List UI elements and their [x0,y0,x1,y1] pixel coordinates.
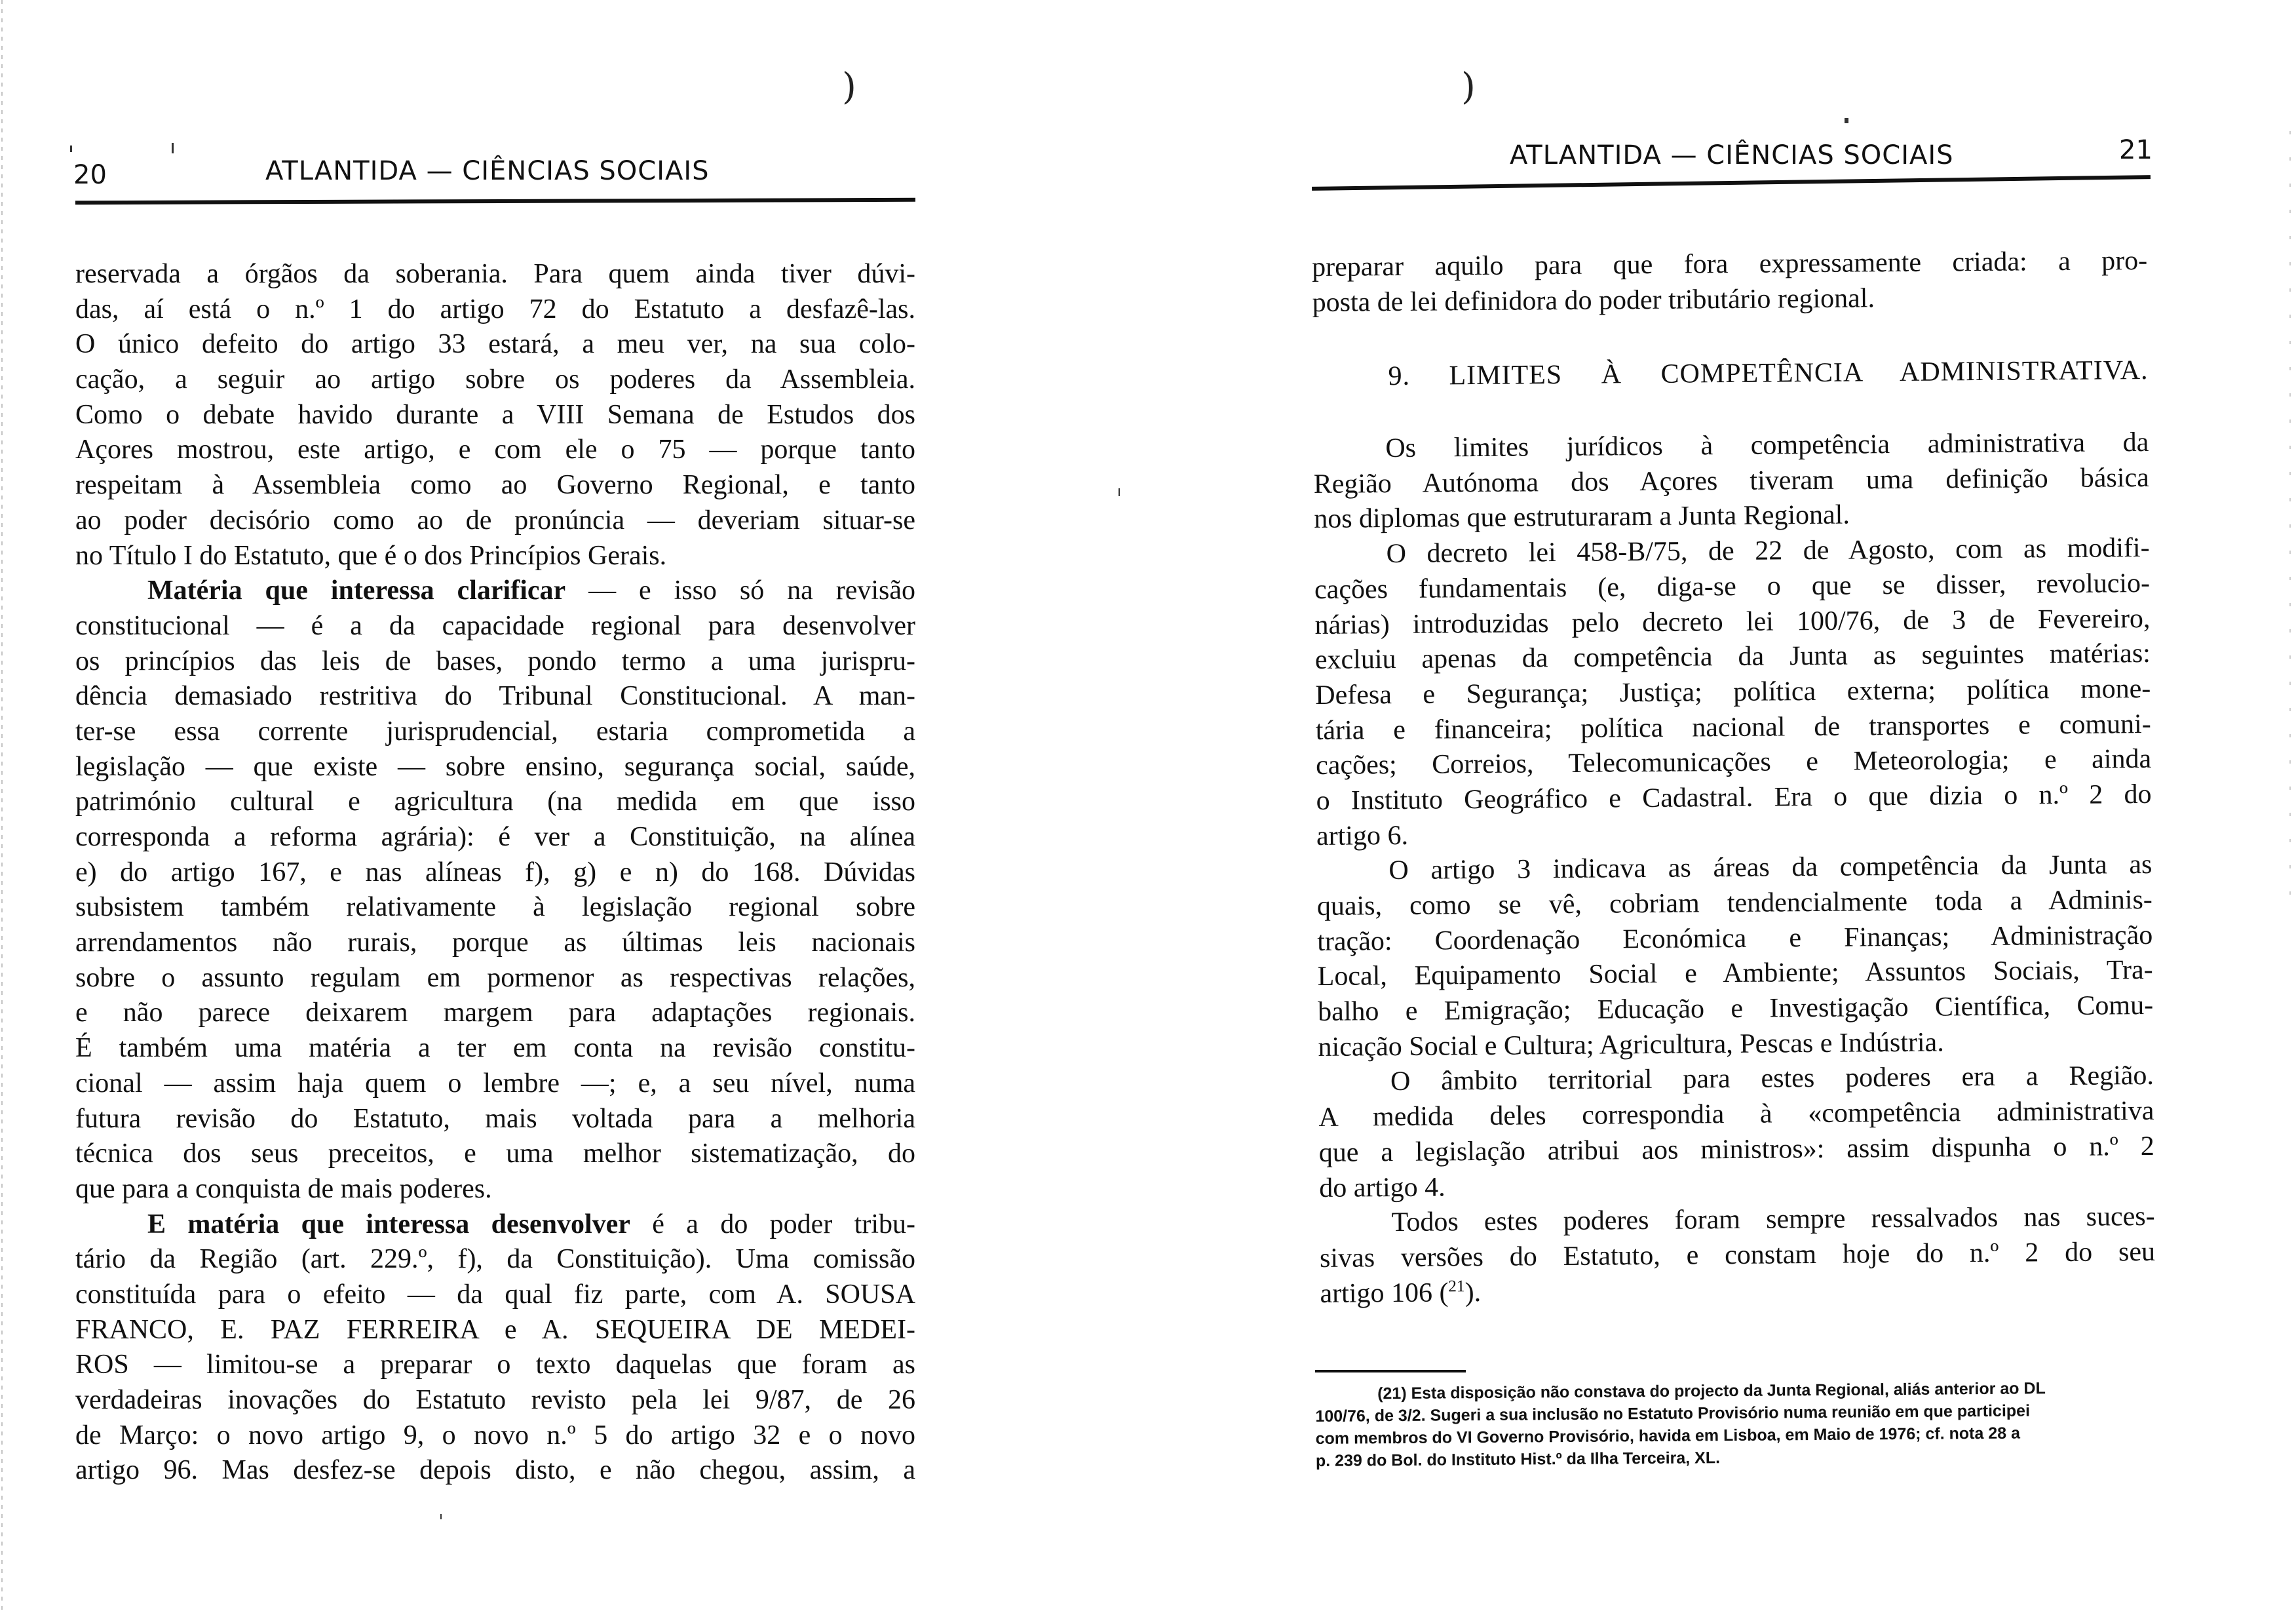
text-line: artigo 106 ($^{21}$). [1320,1277,1482,1309]
footnote-line: (21) Esta disposição não constava do projecto da Junta Regional, aliás anterior ao DL [1377,1379,2046,1403]
scan-speck [1845,118,1848,123]
text-line: no Título I do Estatuto, que é o dos Princípios Gerais. [75,540,667,571]
text-line: tária e financeira; política nacional de transportes e comuni- [1315,709,2151,746]
text-line: subsistem também relativamente à legislação regional sobre [75,892,915,923]
running-head: ATLANTIDA — CIÊNCIAS SOCIAIS [1510,140,1954,170]
text-line: nárias) introduzidas pelo decreto lei 100/76, de 3 de Fevereiro, [1314,603,2151,640]
text-line: futura revisão do Estatuto, mais voltada para a melhoria [75,1103,915,1134]
scan-speck [1119,488,1120,496]
text-line: artigo 6. [1316,820,1409,851]
text-line: cação, a seguir ao artigo sobre os poderes da Assembleia. [75,364,915,395]
right-page [1148,0,2296,1615]
footnote [1315,1378,2046,1472]
text-line: e não parece deixarem margem para adaptações regionais. [75,998,915,1028]
text-line: cional — assim haja quem o lembre —; e, a seu nível, numa [75,1068,915,1099]
text-line: sobre o assunto regulam em pormenor as respectivas relações, [75,962,915,993]
text-line: que a legislação atribui aos ministros»: assim dispunha o n.º 2 [1318,1131,2154,1168]
text-line: o Instituto Geográfico e Cadastral. Era o que dizia o n.º 2 do [1316,779,2152,816]
bold-lead-in: E matéria que interessa desenvolver [147,1209,630,1239]
text-line: O âmbito territorial para estes poderes era a Região. [1390,1060,2154,1097]
text-line: que para a conquista de mais poderes. [75,1173,492,1204]
text-line: balho e Emigração; Educação e Investigação Científica, Comu- [1317,990,2154,1028]
bold-lead-in: Matéria que interessa clarificar [147,575,566,606]
text-line: Matéria que interessa clarificar — e isso só na revisão [147,575,915,606]
text-line: FRANCO, E. PAZ FERREIRA e A. SEQUEIRA DE MEDEI- [75,1314,915,1345]
scan-speck [70,146,72,152]
left-body-text [75,257,915,1489]
text-line: constitucional — é a da capacidade regional para desenvolver [75,610,915,641]
text-line: cações fundamentais (e, diga-se o que se disser, revolucio- [1314,568,2151,605]
footnote-line: p. 239 do Bol. do Instituto Hist.º da Ilha Terceira, XL. [1315,1449,1721,1470]
text-line: excluiu apenas da competência da Junta as seguintes matérias: [1314,638,2151,676]
text-line: O artigo 3 indicava as áreas da competência da Junta as [1388,849,2152,886]
running-head: ATLANTIDA — CIÊNCIAS SOCIAIS [265,156,710,186]
text-line: Defesa e Segurança; Justiça; política externa; política mone- [1315,673,2151,710]
text-line: quais, como se vê, cobriam tendencialmente toda a Adminis- [1316,884,2153,922]
text-line: artigo 96. Mas desfez-se depois disto, e não chegou, assim, a [75,1455,915,1486]
text-line: verdadeiras inovações do Estatuto revisto pela lei 9/87, de 26 [75,1385,915,1415]
text-line: dência demasiado restritiva do Tribunal Constitucional. A man- [75,681,915,712]
footnote-rule [1315,1370,1466,1372]
text-line: nicação Social e Cultura; Agricultura, Pescas e Indústria. [1318,1027,1944,1062]
text-line: respeitam à Assembleia como ao Governo Regional, e tanto [75,470,915,501]
scan-speck [440,1514,442,1519]
text-line: É também uma matéria a ter em conta na revisão constitu- [75,1033,915,1064]
text-line: Como o debate havido durante a VIII Semana de Estudos dos [75,399,915,430]
text-line: Região Autónoma dos Açores tiveram uma definição básica [1313,462,2149,499]
scan-bracket-artifact: ) [1461,66,1476,108]
text-line: património cultural e agricultura (na medida em que isso [75,787,915,817]
text-line: ao poder decisório como ao de pronúncia — deveriam situar-se [75,505,915,535]
text-line: Todos estes poderes foram sempre ressalvados nas suces- [1391,1201,2155,1238]
text-line: Açores mostrou, este artigo, e com ele o 75 — porque tanto [75,435,915,465]
scan-speck [172,143,174,153]
text-line: O decreto lei 458-B/75, de 22 de Agosto, com as modifi- [1386,533,2150,570]
text-line: e) do artigo 167, e nas alíneas f), g) e n) do 168. Dúvidas [75,857,915,887]
header-rule [75,198,915,204]
page-number: 20 [73,160,107,190]
text-line: das, aí está o n.º 1 do artigo 72 do Estatuto a desfazê-las. [75,294,915,324]
text-line: arrendamentos não rurais, porque as últimas leis nacionais [75,927,915,958]
text-line: constituída para o efeito — da qual fiz parte, com A. SOUSA [75,1279,915,1310]
text-line: do artigo 4. [1319,1171,1445,1203]
text-line: cações; Correios, Telecomunicações e Meteorologia; e ainda [1315,744,2152,781]
text-line: de Março: o novo artigo 9, o novo n.º 5 do artigo 32 e o novo [75,1420,915,1450]
text-line: posta de lei definidora do poder tributário regional. [1312,282,1875,318]
text-line: nos diplomas que estruturaram a Junta Regional. [1314,500,1850,535]
text-line: ter-se essa corrente jurisprudencial, estaria comprometida a [75,716,915,747]
text-line: corresponda a reforma agrária): é ver a Constituição, na alínea [75,822,915,852]
text-line: A medida deles correspondia à «competência administrativa [1318,1096,2154,1133]
footnote-line: 100/76, de 3/2. Sugeri a sua inclusão no Estatuto Provisório numa reunião em que participei [1315,1401,2031,1426]
page-number: 21 [2119,135,2152,165]
footnote-line: com membros do VI Governo Provisório, havida em Lisboa, em Maio de 1976; cf. nota 28 a [1315,1424,2021,1448]
text-line: Local, Equipamento Social e Ambiente; Assuntos Sociais, Tra- [1317,955,2153,992]
section-heading: 9. LIMITES À COMPETÊNCIA ADMINISTRATIVA. [1388,355,2149,392]
text-line: E matéria que interessa desenvolver é a do poder tribu- [147,1209,915,1239]
right-body-text [1312,244,2156,1312]
left-page [0,0,983,1615]
text-line: os princípios das leis de bases, pondo termo a uma jurispru- [75,646,915,676]
text-line: tário da Região (art. 229.º, f), da Constituição). Uma comissão [75,1244,915,1275]
header-rule [1312,175,2151,191]
text-line: Os limites jurídicos à competência administrativa da [1385,427,2149,464]
text-line: sivas versões do Estatuto, e constam hoje do n.º 2 do seu [1319,1236,2156,1274]
scan-edge-artifact [1,0,3,1615]
text-line: O único defeito do artigo 33 estará, a meu ver, na sua colo- [75,329,915,360]
text-line: legislação — que existe — sobre ensino, segurança social, saúde, [75,751,915,782]
text-line: ROS — limitou-se a preparar o texto daquelas que foram as [75,1350,915,1380]
text-line: técnica dos seus preceitos, e uma melhor sistematização, do [75,1138,915,1169]
text-line: reservada a órgãos da soberania. Para quem ainda tiver dúvi- [75,259,915,289]
text-line: tração: Coordenação Económica e Finanças; Administração [1317,920,2153,957]
scan-edge-artifact [2289,131,2291,918]
scan-bracket-artifact: ) [842,66,856,108]
text-line: preparar aquilo para que fora expressamente criada: a pro- [1312,245,2148,282]
footnote-ref: 21 [1448,1277,1465,1295]
